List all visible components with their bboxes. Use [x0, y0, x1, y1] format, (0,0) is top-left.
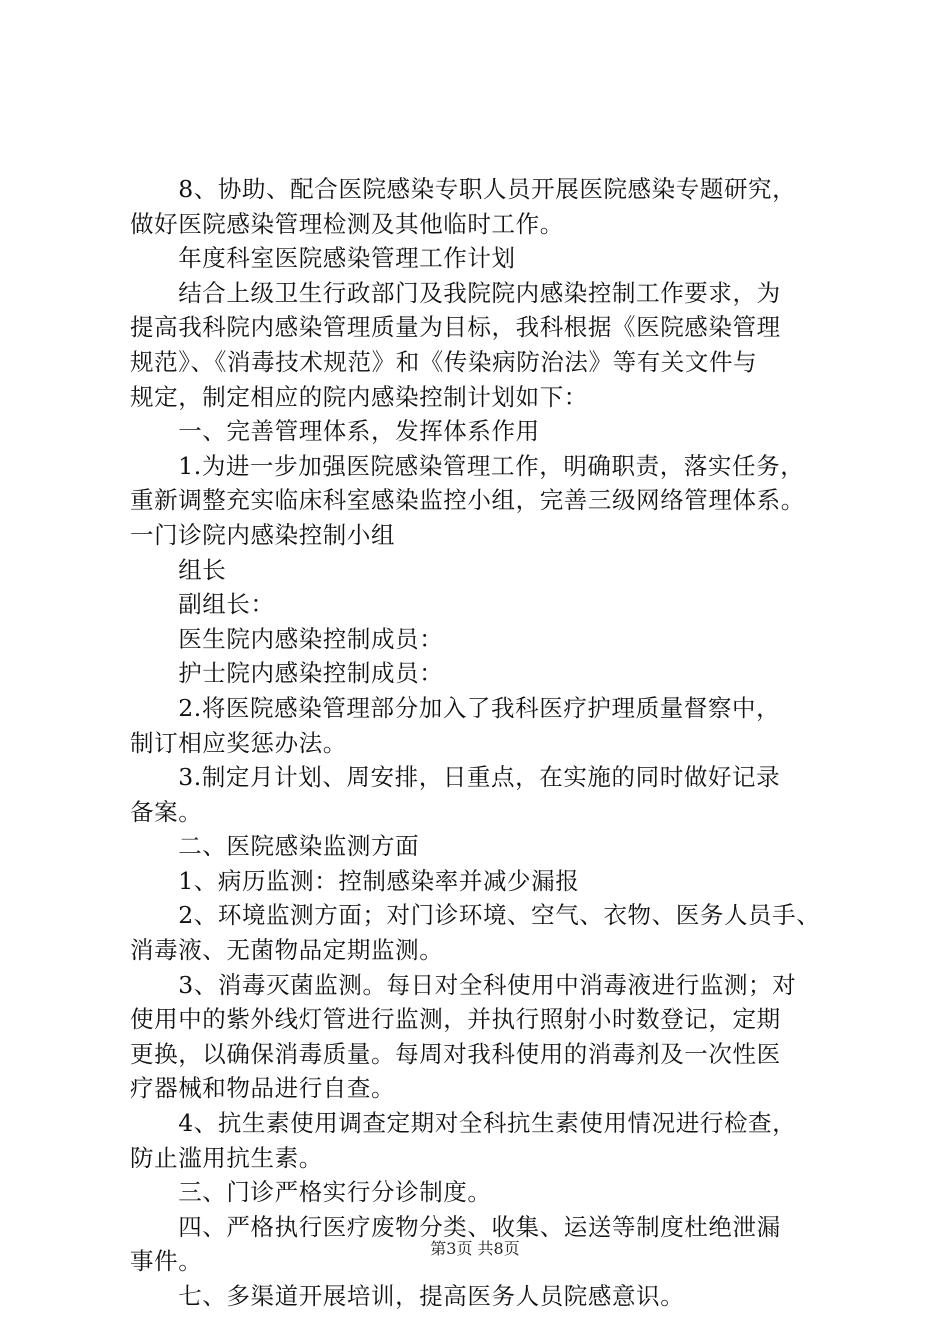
text-line: 1.为进一步加强医院感染管理工作，明确职责，落实任务， — [130, 451, 805, 480]
text-line: 做好医院感染管理检测及其他临时工作。 — [130, 209, 564, 238]
text-line: 护士院内感染控制成员： — [130, 659, 444, 688]
text-line: 规范》、《消毒技术规范》和《传染病防治法》等有关文件与 — [130, 347, 758, 376]
text-line: 消毒液、无菌物品定期监测。 — [130, 936, 444, 965]
text-line: 3、消毒灭菌监测。每日对全科使用中消毒液进行监测；对 — [130, 970, 797, 999]
section-heading: 年度科室医院感染管理工作计划 — [130, 244, 516, 273]
text-line: 规定，制定相应的院内感染控制计划如下： — [130, 382, 588, 411]
text-line: 8、协助、配合医院感染专职人员开展医院感染专题研究， — [130, 175, 797, 203]
text-line: 4、抗生素使用调查定期对全科抗生素使用情况进行检查， — [130, 1109, 797, 1138]
section-heading: 三、门诊严格实行分诊制度。 — [130, 1178, 492, 1207]
text-line: 2、环境监测方面；对门诊环境、空气、衣物、医务人员手、 — [130, 901, 821, 930]
text-line: 备案。 — [130, 797, 203, 826]
text-line: 防止滥用抗生素。 — [130, 1143, 323, 1172]
text-line: 结合上级卫生行政部门及我院院内感染控制工作要求，为 — [130, 278, 781, 307]
section-heading: 四、严格执行医疗废物分类、收集、运送等制度杜绝泄漏 — [130, 1212, 781, 1241]
section-heading: 二、医院感染监测方面 — [130, 832, 420, 861]
text-line: 使用中的紫外线灯管进行监测，并执行照射小时数登记，定期 — [130, 1005, 781, 1034]
section-heading: 七、多渠道开展培训，提高医务人员院感意识。 — [130, 1282, 685, 1310]
text-line: 3.制定月计划、周安排，日重点，在实施的同时做好记录 — [130, 763, 781, 792]
section-heading: 一、完善管理体系，发挥体系作用 — [130, 417, 540, 446]
text-line: 2.将医院感染管理部分加入了我科医疗护理质量督察中， — [130, 693, 781, 722]
text-line: 事件。 — [130, 1247, 203, 1276]
text-line: 一门诊院内感染控制小组 — [130, 520, 396, 549]
text-line: 更换，以确保消毒质量。每周对我科使用的消毒剂及一次性医 — [130, 1039, 781, 1068]
page-number-footer: 第3页 共8页 — [430, 1239, 520, 1258]
text-line: 重新调整充实临床科室感染监控小组，完善三级网络管理体系。 — [130, 486, 805, 515]
text-line: 1、病历监测：控制感染率并减少漏报 — [130, 866, 580, 895]
text-line: 组长 — [130, 555, 227, 584]
text-line: 提高我科院内感染管理质量为目标，我科根据《医院感染管理 — [130, 313, 781, 342]
document-body — [130, 172, 840, 1314]
text-line: 医生院内感染控制成员： — [130, 624, 444, 653]
text-line: 制订相应奖惩办法。 — [130, 728, 347, 757]
text-line: 疗器械和物品进行自查。 — [130, 1074, 396, 1103]
text-line: 副组长： — [130, 590, 275, 619]
